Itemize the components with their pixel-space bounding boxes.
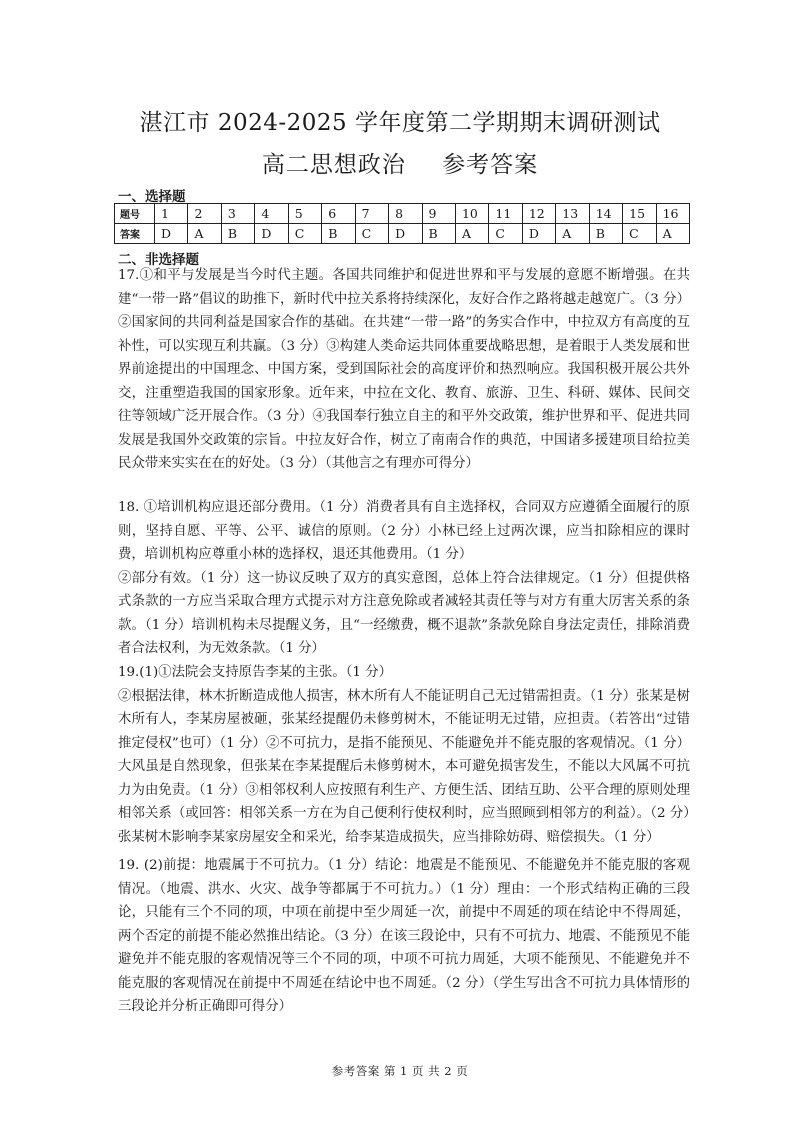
- answer-q19-1-part1: 19.(1)①法院会支持原告李某的主张。（1 分）: [118, 665, 392, 680]
- question-number: 10: [455, 204, 488, 224]
- answer-q18: [118, 496, 690, 661]
- answer-cell: B: [221, 224, 254, 244]
- answer-cell: C: [489, 224, 522, 244]
- answer-q18-part2: ②部分有效。（1 分）这一协议反映了双方的真实意图，总体上符合法律规定。（1 分）但提供格式条款的一方应当采取合理方式提示对方注意免除或者减轻其责任等与对方有重大厉害关系的条款。（1 分）培训机构未尽提醒义务，且“一经缴费，概不退款”条款免除自身法定责任，排除消费者合法权利，为无效条款。（1 分）: [118, 570, 690, 656]
- answer-cell: B: [322, 224, 355, 244]
- answer-cell: C: [288, 224, 321, 244]
- question-number: 15: [623, 204, 656, 224]
- section-choice-title: 一、选择题: [118, 189, 186, 205]
- question-number: 11: [489, 204, 522, 224]
- question-number: 6: [322, 204, 355, 224]
- answer-row: [115, 224, 690, 244]
- answer-cell: A: [556, 224, 589, 244]
- question-number-row: [115, 204, 690, 224]
- answer-cell: C: [355, 224, 388, 244]
- answer-cell: D: [255, 224, 288, 244]
- answer-cell: D: [522, 224, 555, 244]
- question-number: 1: [155, 204, 188, 224]
- subject-label: 高二思想政治: [261, 152, 406, 178]
- question-number: 8: [389, 204, 422, 224]
- question-number: 7: [355, 204, 388, 224]
- question-number: 16: [656, 204, 689, 224]
- question-number: 12: [522, 204, 555, 224]
- doc-type-label: 参考答案: [442, 152, 539, 178]
- answer-cell: B: [589, 224, 622, 244]
- answer-cell: A: [656, 224, 689, 244]
- answer-q19-2-text: 19. (2)前提：地震属于不可抗力。（1 分）结论：地震是不能预见、不能避免并不能克服的客观情况。（地震、洪水、火灾、战争等都属于不可抗力。）（1 分）理由：一个形式结构正确的三段论，只能有三个不同的项，中项在前提中至少周延一次，前提中不周延的项在结论中不得周延，两个否定的前提不能必然推出结论。（3 分）在该三段论中，只有不可抗力、地震、不能预见不能避免并不能克服的客观情况等三个不同的项，中项不可抗力周延，大项不能预见、不能避免并不能克服的客观情况在前提中不周延在结论中也不周延。（2 分）（学生写出含不可抗力具体情形的三段论并分析正确即可得分）: [118, 858, 690, 1014]
- question-number: 2: [188, 204, 221, 224]
- page-title: 湛江市 2024-2025 学年度第二学期期末调研测试: [139, 110, 661, 136]
- answer-row-label: 答案: [115, 224, 155, 244]
- answer-q17: [118, 264, 690, 476]
- page-subtitle: [0, 146, 800, 179]
- answer-q19-1: [118, 661, 690, 849]
- question-number: 13: [556, 204, 589, 224]
- answer-table: [114, 203, 690, 244]
- question-number: 14: [589, 204, 622, 224]
- answer-q18-part1: 18. ①培训机构应退还部分费用。（1 分）消费者具有自主选择权，合同双方应遵循全面履行的原则，坚持自愿、平等、公平、诚信的原则。（2 分）小林已经上过两次课，应当扣除相应的课时费，培训机构应尊重小林的选择权，退还其他费用。（1 分）: [118, 500, 690, 562]
- question-row-label: 题号: [115, 204, 155, 224]
- answer-cell: A: [455, 224, 488, 244]
- page-footer: 参考答案 第 1 页 共 2 页: [331, 1064, 469, 1078]
- answer-cell: C: [623, 224, 656, 244]
- answer-q17-text: 17.①和平与发展是当今时代主题。各国共同维护和促进世界和平与发展的意愿不断增强。在共建“一带一路”倡议的助推下，新时代中拉关系将持续深化，友好合作之路将越走越宽广。（3 分）②国家间的共同利益是国家合作的基础。在共建“一带一路”的务实合作中，中拉双方有高度的互补性，可以实现互利共赢。（3 分）③构建人类命运共同体重要战略思想，是着眼于人类发展和世界前途提出的中国理念、中国方案，受到国际社会的高度评价和热烈响应。我国积极开展公共外交，注重塑造我国的国家形象。近年来，中拉在文化、教育、旅游、卫生、科研、媒体、民间交往等领域广泛开展合作。（3 分）④我国奉行独立自主的和平外交政策，维护世界和平、促进共同发展是我国外交政策的宗旨。中拉友好合作，树立了南南合作的典范，中国诸多援建项目给拉美民众带来实实在在的好处。（3 分）（其他言之有理亦可得分）: [118, 268, 690, 471]
- answer-q19-1-part2: ②根据法律，林木折断造成他人损害，林木所有人不能证明自己无过错需担责。（1 分）张某是树木所有人，李某房屋被砸，张某经提醒仍未修剪树木，不能证明无过错，应担责。（若答出“过错推定侵权”也可）（1 分）②不可抗力，是指不能预见、不能避免并不能克服的客观情况。（1 分）大风虽是自然现象，但张某在李某提醒后未修剪树木，本可避免损害发生，不能以大风属不可抗力为由免责。（1 分）③相邻权利人应按照有利生产、方便生活、团结互助、公平合理的原则处理相邻关系（或回答：相邻关系一方在为自己便利行使权利时，应当照顾到相邻方的利益）。（2 分）张某树木影响李某家房屋安全和采光，给李某造成损失，应当排除妨碍、赔偿损失。（1 分）: [118, 688, 690, 845]
- question-number: 5: [288, 204, 321, 224]
- answer-cell: B: [422, 224, 455, 244]
- question-number: 3: [221, 204, 254, 224]
- question-number: 9: [422, 204, 455, 224]
- answer-cell: D: [155, 224, 188, 244]
- section-subjective-title: 二、非选择题: [118, 252, 199, 268]
- answer-q19-2: [118, 854, 690, 1019]
- question-number: 4: [255, 204, 288, 224]
- answer-cell: A: [188, 224, 221, 244]
- answer-cell: D: [389, 224, 422, 244]
